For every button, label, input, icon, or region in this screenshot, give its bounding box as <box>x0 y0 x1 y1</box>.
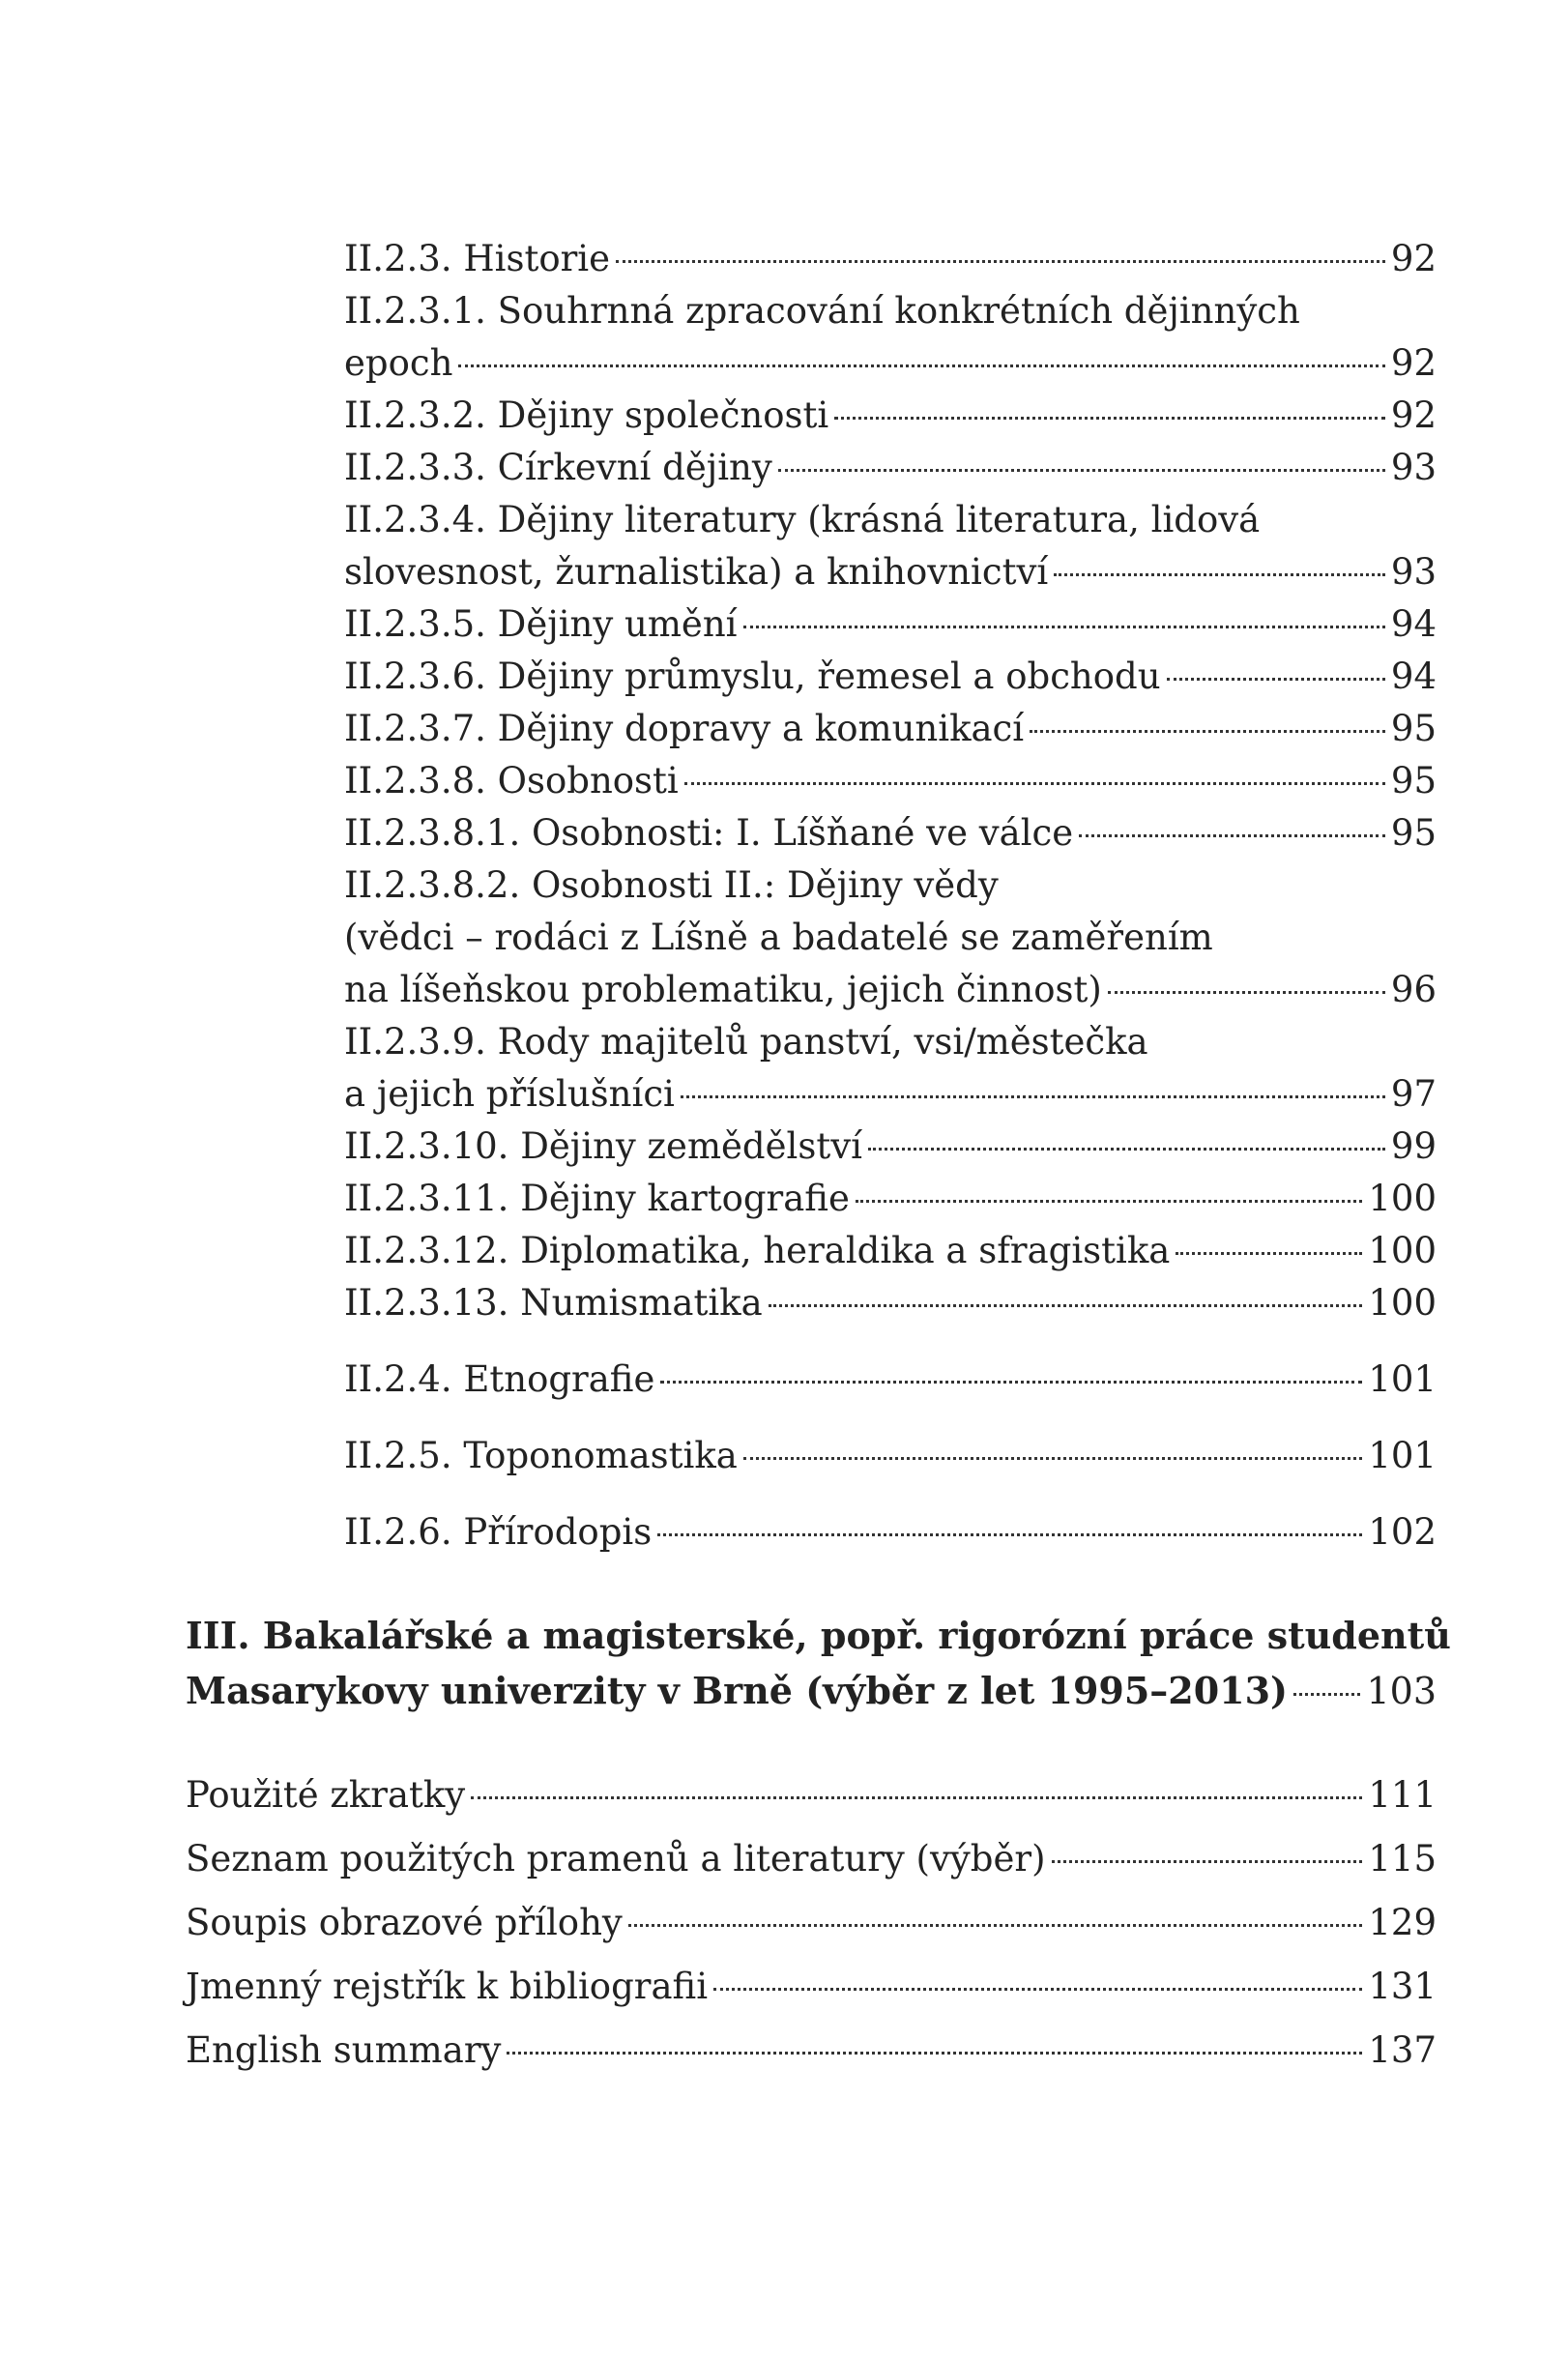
leader-dots <box>868 1148 1385 1151</box>
toc-entry-page: 92 <box>1390 342 1437 384</box>
back-matter-title: Seznam použitých pramenů a literatury (výběr) <box>186 1838 1046 1880</box>
section-heading[interactable] <box>186 1665 1437 1717</box>
toc-entry-title: II.2.3.13. Numismatika <box>344 1282 763 1324</box>
toc-entry-page: 92 <box>1390 238 1437 279</box>
leader-dots <box>616 260 1385 263</box>
leader-dots <box>743 1457 1363 1460</box>
toc-entry[interactable] <box>344 755 1437 807</box>
back-matter-title: Soupis obrazové přílohy <box>186 1902 623 1943</box>
toc-entry-title: a jejich příslušníci <box>344 1073 675 1115</box>
toc-entry-title: (vědci – rodáci z Líšně a badatelé se zaměřením <box>344 917 1213 958</box>
leader-dots <box>1293 1693 1360 1696</box>
toc-entry-page: 97 <box>1390 1073 1437 1115</box>
toc-entry[interactable] <box>344 703 1437 755</box>
back-matter-entry[interactable] <box>186 1769 1437 1822</box>
toc-entry-page: 96 <box>1390 969 1437 1010</box>
toc-entry-page: 93 <box>1390 447 1437 488</box>
toc-entry-page: 100 <box>1368 1282 1437 1324</box>
back-matter-entry[interactable] <box>186 2025 1437 2077</box>
back-matter-entry[interactable] <box>186 1833 1437 1885</box>
leader-dots <box>743 626 1385 628</box>
leader-dots <box>1079 834 1385 837</box>
leader-dots <box>778 469 1385 472</box>
back-matter-title: English summary <box>186 2029 502 2071</box>
toc-entry[interactable] <box>344 233 1437 285</box>
toc-entry[interactable] <box>344 1016 1437 1068</box>
toc-entry-page: 100 <box>1368 1178 1437 1219</box>
toc-entry-title: II.2.3.1. Souhrnná zpracování konkrétních dějinných <box>344 290 1300 332</box>
back-matter-page: 131 <box>1368 1966 1437 2007</box>
toc-entry-page: 99 <box>1390 1125 1437 1167</box>
back-matter-entry[interactable] <box>186 1897 1437 1949</box>
toc-entry[interactable] <box>344 807 1437 860</box>
toc-entry[interactable] <box>344 1430 1437 1482</box>
toc-entry[interactable] <box>344 1506 1437 1559</box>
section-heading-line2: Masarykovy univerzity v Brně (výběr z let 1995–2013) <box>186 1669 1289 1712</box>
leader-dots <box>1052 1860 1363 1863</box>
toc-entry[interactable] <box>344 442 1437 494</box>
toc-entry[interactable] <box>344 494 1437 546</box>
toc-entry-page: 102 <box>1368 1511 1437 1553</box>
back-matter-title: Jmenný rejstřík k bibliografii <box>186 1966 709 2007</box>
toc-entry-title: II.2.3.3. Církevní dějiny <box>344 447 772 488</box>
toc-entry[interactable] <box>344 1277 1437 1329</box>
toc-entry[interactable] <box>344 337 1437 390</box>
toc-entry-title: II.2.3.12. Diplomatika, heraldika a sfragistika <box>344 1230 1171 1271</box>
toc-entry-page: 101 <box>1368 1358 1437 1400</box>
toc-entry-title: II.2.3.6. Dějiny průmyslu, řemesel a obchodu <box>344 656 1161 697</box>
leader-dots <box>507 2052 1362 2055</box>
leader-dots <box>471 1796 1362 1799</box>
toc-entry[interactable] <box>344 964 1437 1016</box>
toc-entry-title: II.2.4. Etnografie <box>344 1358 655 1400</box>
toc-entry-title: II.2.3.8.2. Osobnosti II.: Dějiny vědy <box>344 864 999 906</box>
toc-entry-page: 101 <box>1368 1435 1437 1476</box>
toc-entry-page: 94 <box>1390 603 1437 645</box>
toc-entry[interactable] <box>344 1173 1437 1225</box>
toc-entry-title: II.2.3. Historie <box>344 238 611 279</box>
leader-dots <box>713 1988 1362 1991</box>
back-matter-page: 129 <box>1368 1902 1437 1943</box>
back-matter-title: Použité zkratky <box>186 1774 466 1816</box>
back-matter-entry[interactable] <box>186 1961 1437 2013</box>
toc-entry[interactable] <box>344 285 1437 337</box>
leader-dots <box>684 782 1385 785</box>
toc-entry[interactable] <box>344 860 1437 912</box>
toc-entry[interactable] <box>344 546 1437 598</box>
toc-entry[interactable] <box>344 598 1437 651</box>
section-heading[interactable] <box>186 1610 1451 1662</box>
toc-entry[interactable] <box>344 1225 1437 1277</box>
leader-dots <box>834 417 1385 420</box>
toc-entry-title: II.2.3.11. Dějiny kartografie <box>344 1178 850 1219</box>
leader-dots <box>1108 991 1385 994</box>
toc-entry-title: II.2.3.4. Dějiny literatury (krásná literatura, lidová <box>344 499 1261 540</box>
toc-entry[interactable] <box>344 1068 1437 1121</box>
leader-dots <box>1176 1252 1362 1255</box>
toc-entry-title: slovesnost, žurnalistika) a knihovnictví <box>344 551 1049 593</box>
toc-entry-title: na líšeňskou problematiku, jejich činnost) <box>344 969 1102 1010</box>
section-heading-line1: III. Bakalářské a magisterské, popř. rigorózní práce studentů <box>186 1614 1451 1657</box>
leader-dots <box>660 1381 1362 1384</box>
toc-entry[interactable] <box>344 390 1437 442</box>
leader-dots <box>681 1095 1385 1098</box>
leader-dots <box>458 364 1384 367</box>
back-matter-page: 115 <box>1368 1838 1437 1880</box>
toc-entry-page: 95 <box>1390 708 1437 749</box>
leader-dots <box>1054 573 1385 576</box>
toc-entry-title: II.2.6. Přírodopis <box>344 1511 653 1553</box>
toc-entry[interactable] <box>344 912 1437 964</box>
toc-entry-title: II.2.3.8. Osobnosti <box>344 760 679 802</box>
toc-entry-title: II.2.3.7. Dějiny dopravy a komunikací <box>344 708 1025 749</box>
toc-entry-page: 95 <box>1390 812 1437 854</box>
toc-entry[interactable] <box>344 1121 1437 1173</box>
toc-entry-page: 94 <box>1390 656 1437 697</box>
leader-dots <box>856 1200 1362 1203</box>
toc-entry-title: II.2.3.2. Dějiny společnosti <box>344 394 829 436</box>
toc-entry-title: II.2.3.10. Dějiny zemědělství <box>344 1125 862 1167</box>
leader-dots <box>1167 678 1385 681</box>
leader-dots <box>628 1924 1363 1927</box>
section-heading-page: 103 <box>1366 1670 1437 1712</box>
toc-entry-title: II.2.3.9. Rody majitelů panství, vsi/městečka <box>344 1021 1148 1063</box>
leader-dots <box>1030 730 1385 733</box>
back-matter-page: 137 <box>1368 2029 1437 2071</box>
toc-entry[interactable] <box>344 651 1437 703</box>
leader-dots <box>657 1533 1362 1536</box>
toc-entry-title: II.2.3.5. Dějiny umění <box>344 603 738 645</box>
toc-entry-title: II.2.5. Toponomastika <box>344 1435 738 1476</box>
toc-entry-page: 93 <box>1390 551 1437 593</box>
toc-entry-page: 100 <box>1368 1230 1437 1271</box>
leader-dots <box>769 1304 1363 1307</box>
toc-entry-page: 92 <box>1390 394 1437 436</box>
toc-entry[interactable] <box>344 1354 1437 1406</box>
toc-entry-title: epoch <box>344 342 453 384</box>
toc-entry-title: II.2.3.8.1. Osobnosti: I. Líšňané ve válce <box>344 812 1074 854</box>
toc-entry-page: 95 <box>1390 760 1437 802</box>
back-matter-page: 111 <box>1368 1774 1437 1816</box>
